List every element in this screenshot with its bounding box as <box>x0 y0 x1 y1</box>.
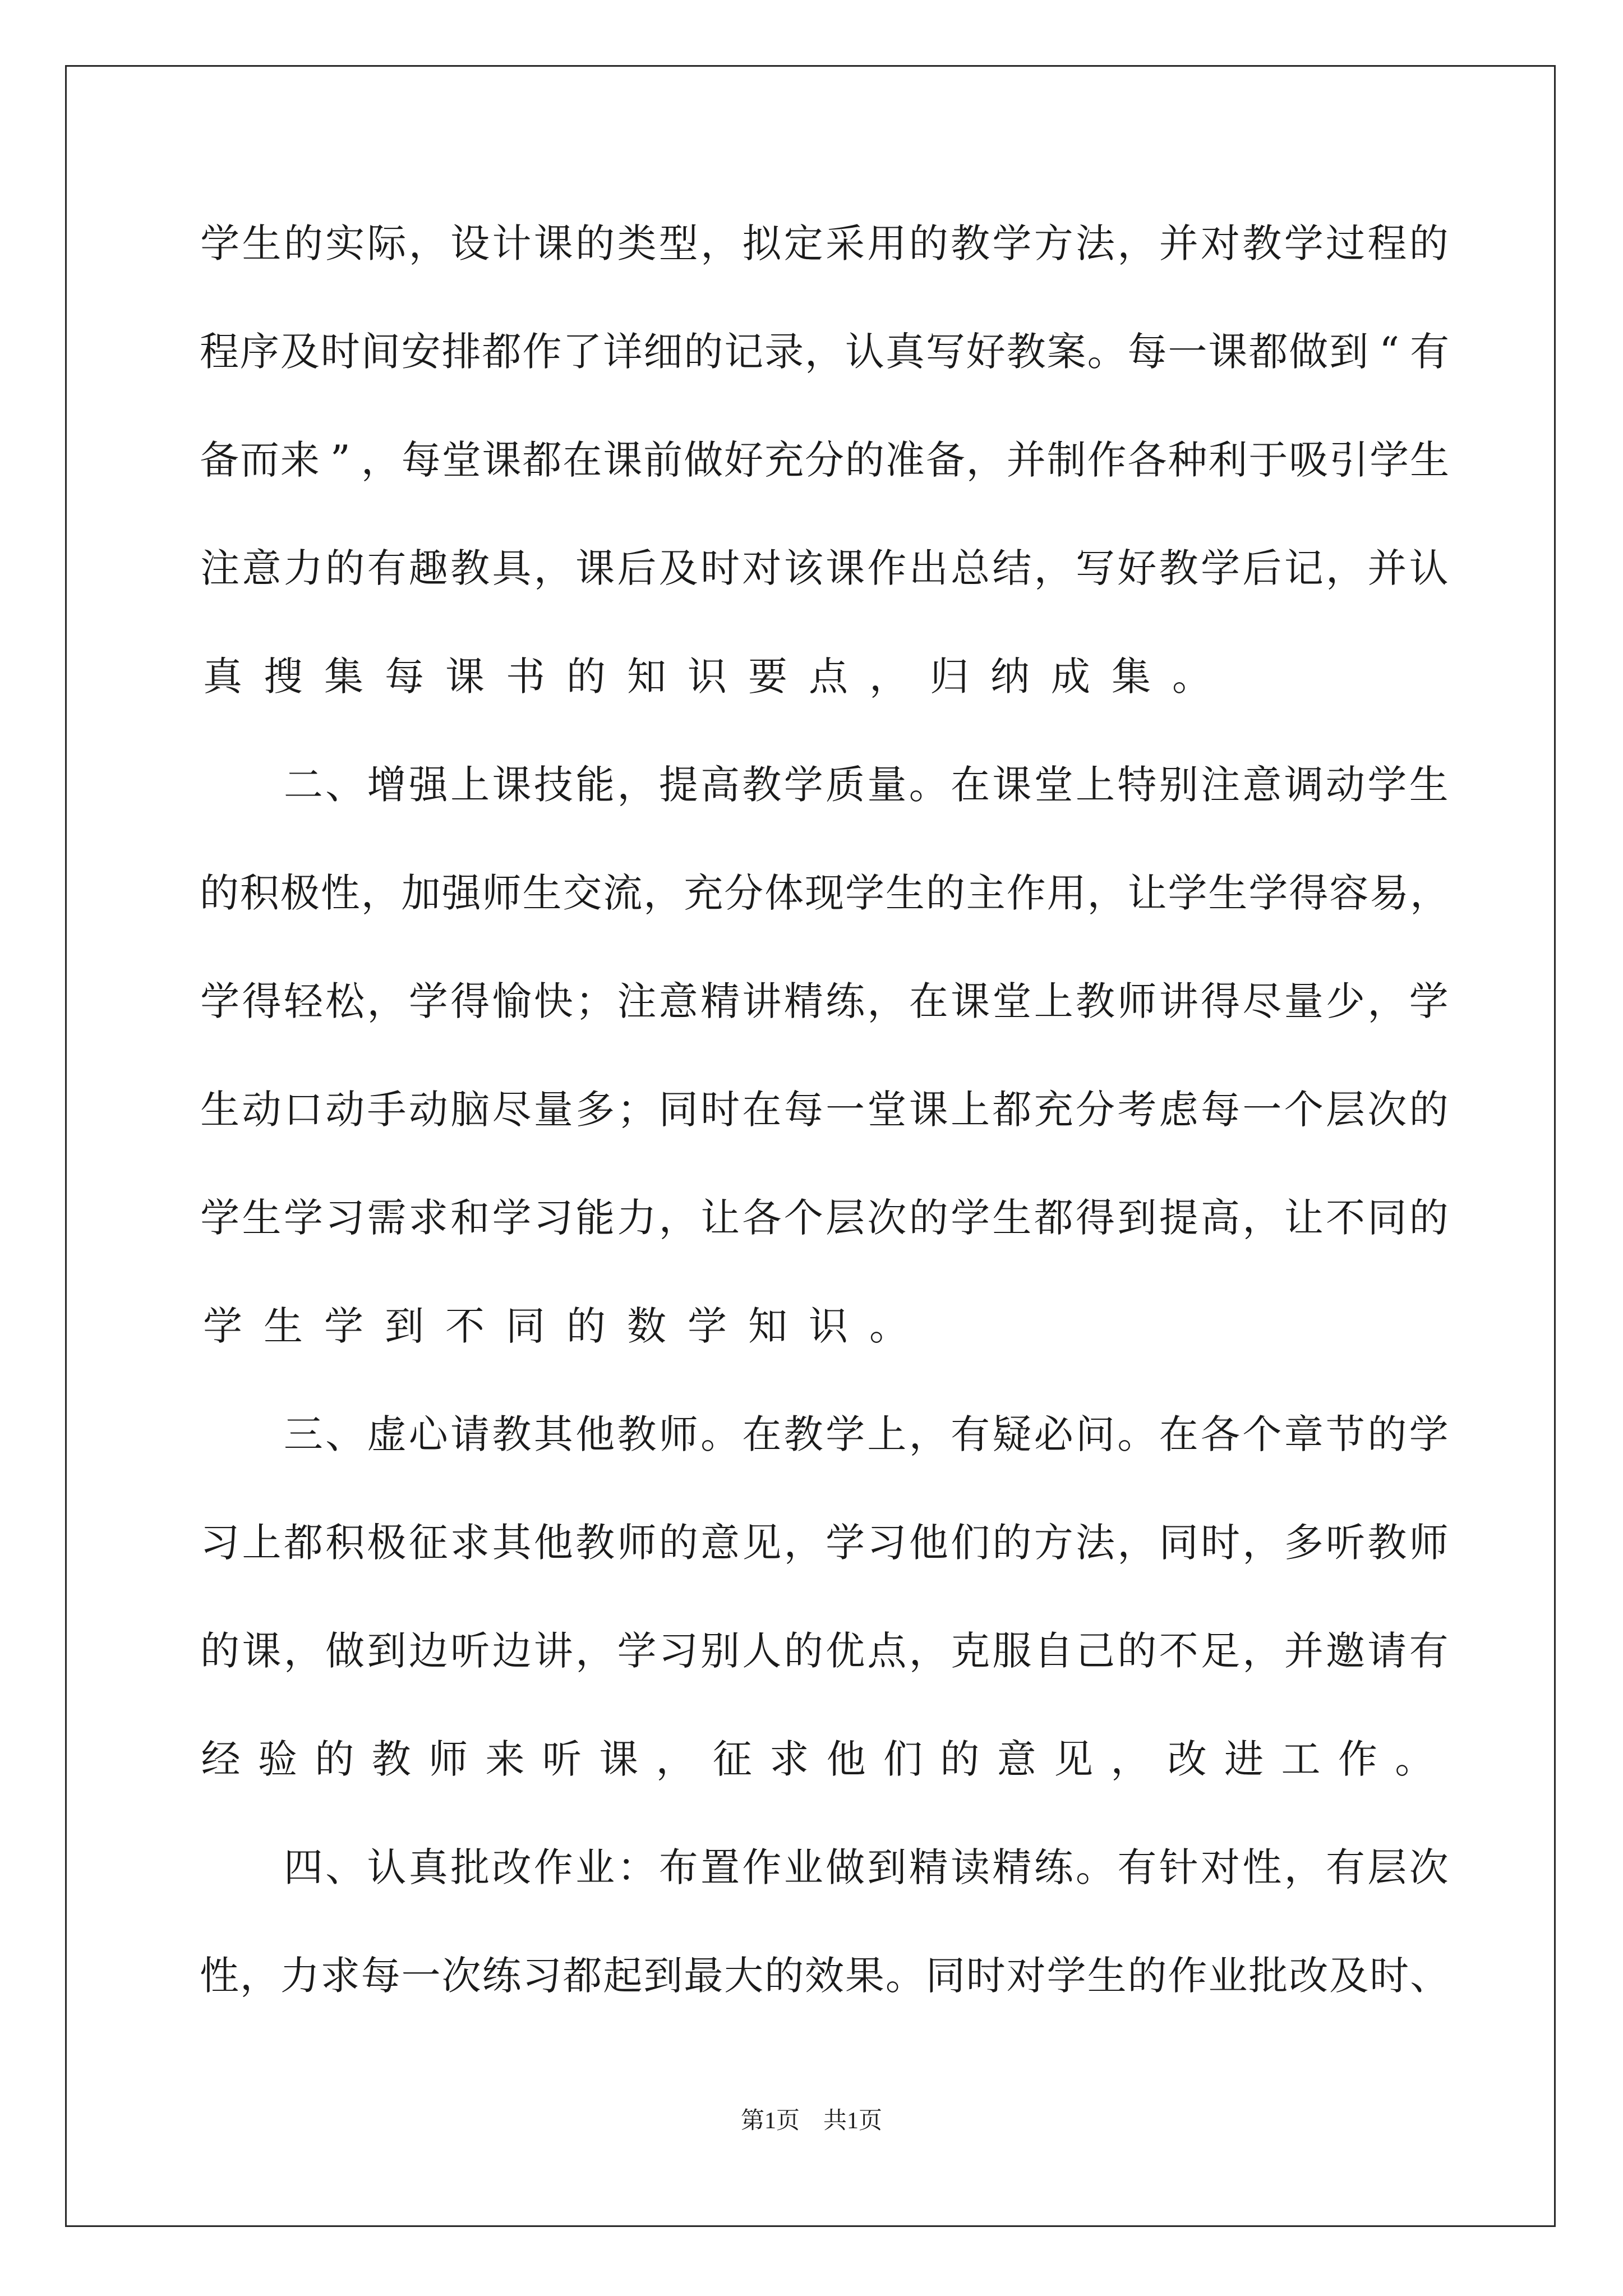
text-line: 生 动 口 动 手 动 脑 尽 量 多 ； 同 时 在 每 一 堂 课 上 都 充 分 考 虑 每 一 个 层 次 的 <box>200 1087 1449 1133</box>
text-line: 的 积 极 性 ， 加 强 师 生 交 流 ， 充 分 体 现 学 生 的 主 作 用 ， 让 学 生 学 得 容 易 ， <box>199 870 1450 916</box>
document-body <box>199 220 1450 2060</box>
page-footer: 第1页 共1页 <box>740 2108 882 2134</box>
text-line: 学 生 学 习 需 求 和 学 习 能 力 ， 让 各 个 层 次 的 学 生 都 得 到 提 高 ， 让 不 同 的 <box>200 1195 1449 1241</box>
text-line: 的 课 ， 做 到 边 听 边 讲 ， 学 习 别 人 的 优 点 ， 克 服 自 己 的 不 足 ， 并 邀 请 有 <box>200 1628 1449 1674</box>
text-line: 真 搜 集 每 课 书 的 知 识 要 点 ， 归 纳 成 集 。 <box>203 654 1211 700</box>
text-line: 二 、 增 强 上 课 技 能 ， 提 高 教 学 质 量 。 在 课 堂 上 特 别 注 意 调 动 学 生 <box>283 762 1449 808</box>
text-line: 备 而 来 ” ， 每 堂 课 都 在 课 前 做 好 充 分 的 准 备 ， 并 制 作 各 种 利 于 吸 引 学 生 <box>199 437 1450 483</box>
text-line: 三 、 虚 心 请 教 其 他 教 师 。 在 教 学 上 ， 有 疑 必 问 。 在 各 个 章 节 的 学 <box>283 1411 1449 1457</box>
text-line: 学 生 的 实 际 ， 设 计 课 的 类 型 ， 拟 定 采 用 的 教 学 方 法 ， 并 对 教 学 过 程 的 <box>200 220 1449 266</box>
text-line: 程 序 及 时 间 安 排 都 作 了 详 细 的 记 录 ， 认 真 写 好 教 案 。 每 一 课 都 做 到 “ 有 <box>199 329 1450 375</box>
text-line: 学 得 轻 松 ， 学 得 愉 快 ； 注 意 精 讲 精 练 ， 在 课 堂 上 教 师 讲 得 尽 量 少 ， 学 <box>200 978 1449 1024</box>
text-line: 四 、 认 真 批 改 作 业 ： 布 置 作 业 做 到 精 读 精 练 。 有 针 对 性 ， 有 层 次 <box>283 1844 1449 1890</box>
text-line: 经 验 的 教 师 来 听 课 ， 征 求 他 们 的 意 见 ， 改 进 工 作 。 <box>201 1736 1435 1782</box>
text-line: 习 上 都 积 极 征 求 其 他 教 师 的 意 见 ， 学 习 他 们 的 方 法 ， 同 时 ， 多 听 教 师 <box>200 1520 1449 1566</box>
text-line: 注 意 力 的 有 趣 教 具 ， 课 后 及 时 对 该 课 作 出 总 结 ， 写 好 教 学 后 记 ， 并 认 <box>200 545 1449 591</box>
text-line: 性 ， 力 求 每 一 次 练 习 都 起 到 最 大 的 效 果 。 同 时 对 学 生 的 作 业 批 改 及 时 、 <box>199 1953 1450 1999</box>
text-line: 学 生 学 到 不 同 的 数 学 知 识 。 <box>203 1303 909 1349</box>
